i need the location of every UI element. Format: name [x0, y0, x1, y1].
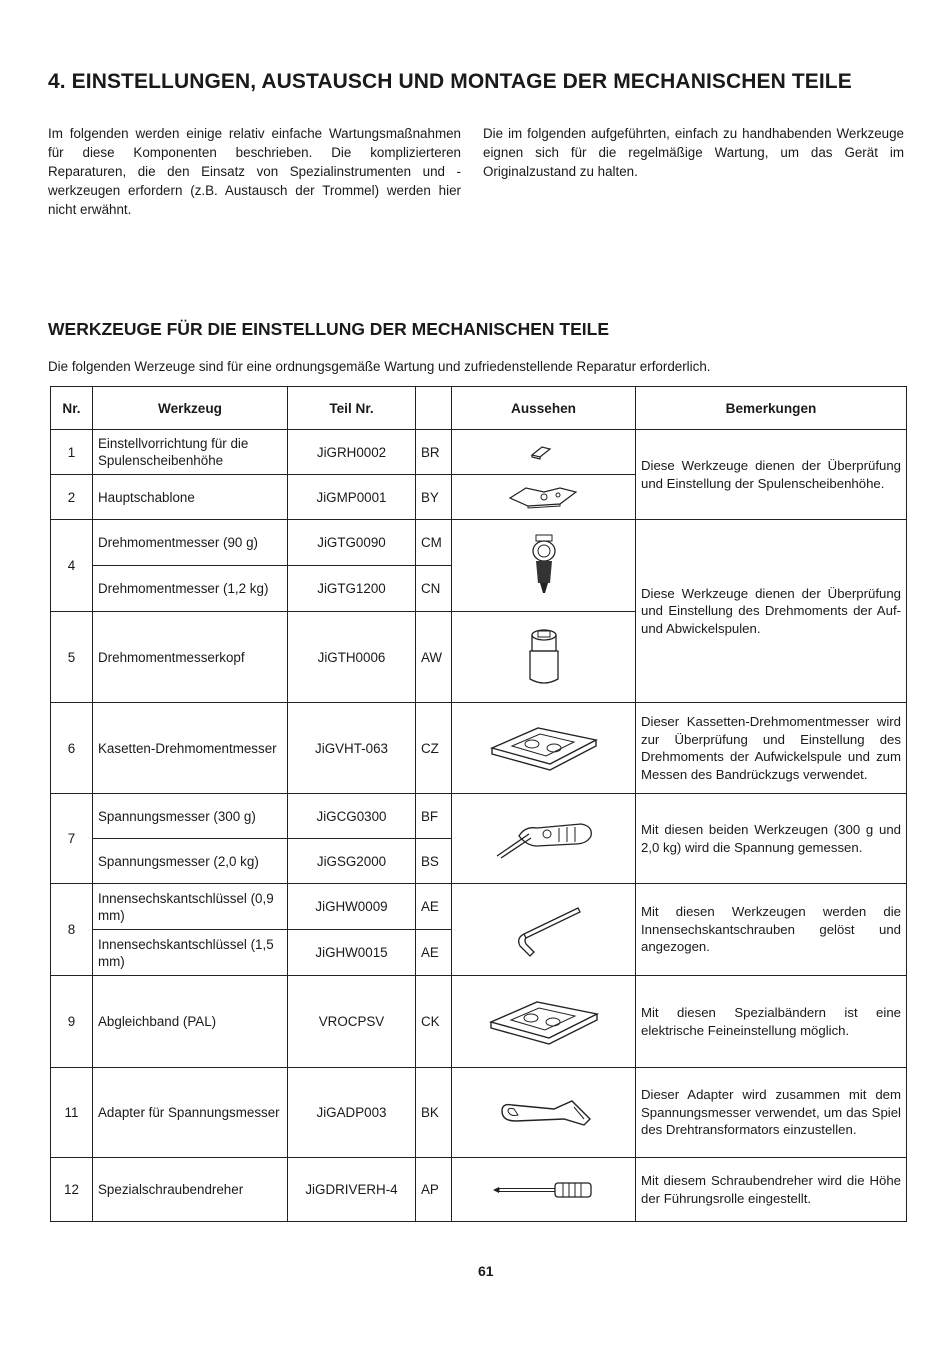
part-number: JiGTH0006: [288, 612, 416, 703]
row-nr: 8: [51, 884, 93, 976]
tension-gauge-icon: [452, 794, 636, 884]
code: CK: [416, 976, 452, 1068]
part-number: JiGADP003: [288, 1068, 416, 1158]
table-row: [51, 884, 907, 930]
page-number: 61: [478, 1263, 494, 1279]
master-plane-icon: [452, 475, 636, 520]
remarks: Dieser Adapter wird zusammen mit dem Spannungsmesser verwendet, um das Spiel des Drehtransformators einzustellen.: [636, 1068, 907, 1158]
part-number: JiGCG0300: [288, 794, 416, 839]
table-row: [51, 703, 907, 794]
header-remarks: Bemerkungen: [636, 387, 907, 430]
tool-name: Spannungsmesser (300 g): [93, 794, 288, 839]
part-number: JiGHW0009: [288, 884, 416, 930]
gauge-block-icon: [452, 430, 636, 475]
intro-text-right: Die im folgenden aufgeführten, einfach zu handhabenden Werkzeuge eignen sich für die regelmäßige Wartung, um das Gerät im Originalzustand zu halten.: [483, 126, 904, 179]
table-row: [51, 976, 907, 1068]
remarks: Diese Werkzeuge dienen der Überprüfung und Einstellung der Spulenscheibenhöhe.: [636, 430, 907, 520]
tool-name: Drehmomentmesser (1,2 kg): [93, 566, 288, 612]
header-appearance: Aussehen: [452, 387, 636, 430]
tool-name: Drehmomentmesser (90 g): [93, 520, 288, 566]
code: AE: [416, 930, 452, 976]
tool-name: Einstellvorrichtung für die Spulenscheibenhöhe: [93, 430, 288, 475]
tool-name: Innensechskantschlüssel (1,5 mm): [93, 930, 288, 976]
row-nr: 6: [51, 703, 93, 794]
part-number: JiGTG0090: [288, 520, 416, 566]
part-number: JiGVHT-063: [288, 703, 416, 794]
header-nr: Nr.: [51, 387, 93, 430]
remarks: Mit diesen beiden Werkzeugen (300 g und 2,0 kg) wird die Spannung gemessen.: [636, 794, 907, 884]
row-nr: 5: [51, 612, 93, 703]
row-nr: 12: [51, 1158, 93, 1222]
code: BK: [416, 1068, 452, 1158]
code: AP: [416, 1158, 452, 1222]
part-number: VROCPSV: [288, 976, 416, 1068]
row-nr: 4: [51, 520, 93, 612]
remarks: Diese Werkzeuge dienen der Überprüfung und Einstellung des Drehmoments der Auf- und Abwickelspulen.: [636, 520, 907, 703]
code: CM: [416, 520, 452, 566]
code: BF: [416, 794, 452, 839]
part-number: JiGDRIVERH-4: [288, 1158, 416, 1222]
part-number: JiGMP0001: [288, 475, 416, 520]
part-number: JiGTG1200: [288, 566, 416, 612]
adapter-icon: [452, 1068, 636, 1158]
screwdriver-icon: [452, 1158, 636, 1222]
tool-name: Kasetten-Drehmomentmesser: [93, 703, 288, 794]
part-number: JiGHW0015: [288, 930, 416, 976]
table-row: [51, 430, 907, 475]
row-nr: 9: [51, 976, 93, 1068]
torque-head-icon: [452, 612, 636, 703]
table-header-row: [51, 387, 907, 430]
tool-name: Spannungsmesser (2,0 kg): [93, 839, 288, 884]
table-row: [51, 1158, 907, 1222]
code: BS: [416, 839, 452, 884]
intro-text-left: Im folgenden werden einige relativ einfache Wartungsmaßnahmen für diese Komponenten beschrieben. Die komplizierteren Reparaturen, die den Einsatz von Spezialinstrumenten und -werkzeugen erfordern (z.B. Austausch der Trommel) werden hier nicht erwähnt.: [48, 126, 461, 217]
code: AW: [416, 612, 452, 703]
tool-name: Adapter für Spannungsmesser: [93, 1068, 288, 1158]
section-intro: Die folgenden Werzeuge sind für eine ordnungsgemäße Wartung und zufriedenstellende Reparatur erforderlich.: [48, 359, 711, 374]
row-nr: 1: [51, 430, 93, 475]
cassette-icon: [452, 703, 636, 794]
header-code: [416, 387, 452, 430]
code: AE: [416, 884, 452, 930]
torque-gauge-icon: [452, 520, 636, 612]
code: BR: [416, 430, 452, 475]
section-title: WERKZEUGE FÜR DIE EINSTELLUNG DER MECHANISCHEN TEILE: [48, 319, 609, 339]
code: CZ: [416, 703, 452, 794]
tool-name: Abgleichband (PAL): [93, 976, 288, 1068]
remarks: Dieser Kassetten-Drehmomentmesser wird zur Überprüfung und Einstellung des Drehmoments der Aufwickelspule und zum Messen des Bandrückzugs verwendet.: [636, 703, 907, 794]
hex-wrench-icon: [452, 884, 636, 976]
header-tool: Werkzeug: [93, 387, 288, 430]
tool-name: Innensechskantschlüssel (0,9 mm): [93, 884, 288, 930]
row-nr: 11: [51, 1068, 93, 1158]
remarks: Mit diesem Schraubendreher wird die Höhe der Führungsrolle eingestellt.: [636, 1158, 907, 1222]
row-nr: 7: [51, 794, 93, 884]
tools-table: [50, 386, 907, 1222]
code: CN: [416, 566, 452, 612]
row-nr: 2: [51, 475, 93, 520]
alignment-tape-icon: [452, 976, 636, 1068]
table-row: [51, 794, 907, 839]
remarks: Mit diesen Werkzeugen werden die Innensechskantschrauben gelöst und angezogen.: [636, 884, 907, 976]
header-part-number: Teil Nr.: [288, 387, 416, 430]
part-number: JiGRH0002: [288, 430, 416, 475]
remarks: Mit diesen Spezialbändern ist eine elektrische Feineinstellung möglich.: [636, 976, 907, 1068]
part-number: JiGSG2000: [288, 839, 416, 884]
tool-name: Drehmomentmesserkopf: [93, 612, 288, 703]
table-row: [51, 520, 907, 566]
tool-name: Spezialschraubendreher: [93, 1158, 288, 1222]
tool-name: Hauptschablone: [93, 475, 288, 520]
page-title: 4. EINSTELLUNGEN, AUSTAUSCH UND MONTAGE DER MECHANISCHEN TEILE: [48, 70, 852, 93]
table-row: [51, 1068, 907, 1158]
code: BY: [416, 475, 452, 520]
